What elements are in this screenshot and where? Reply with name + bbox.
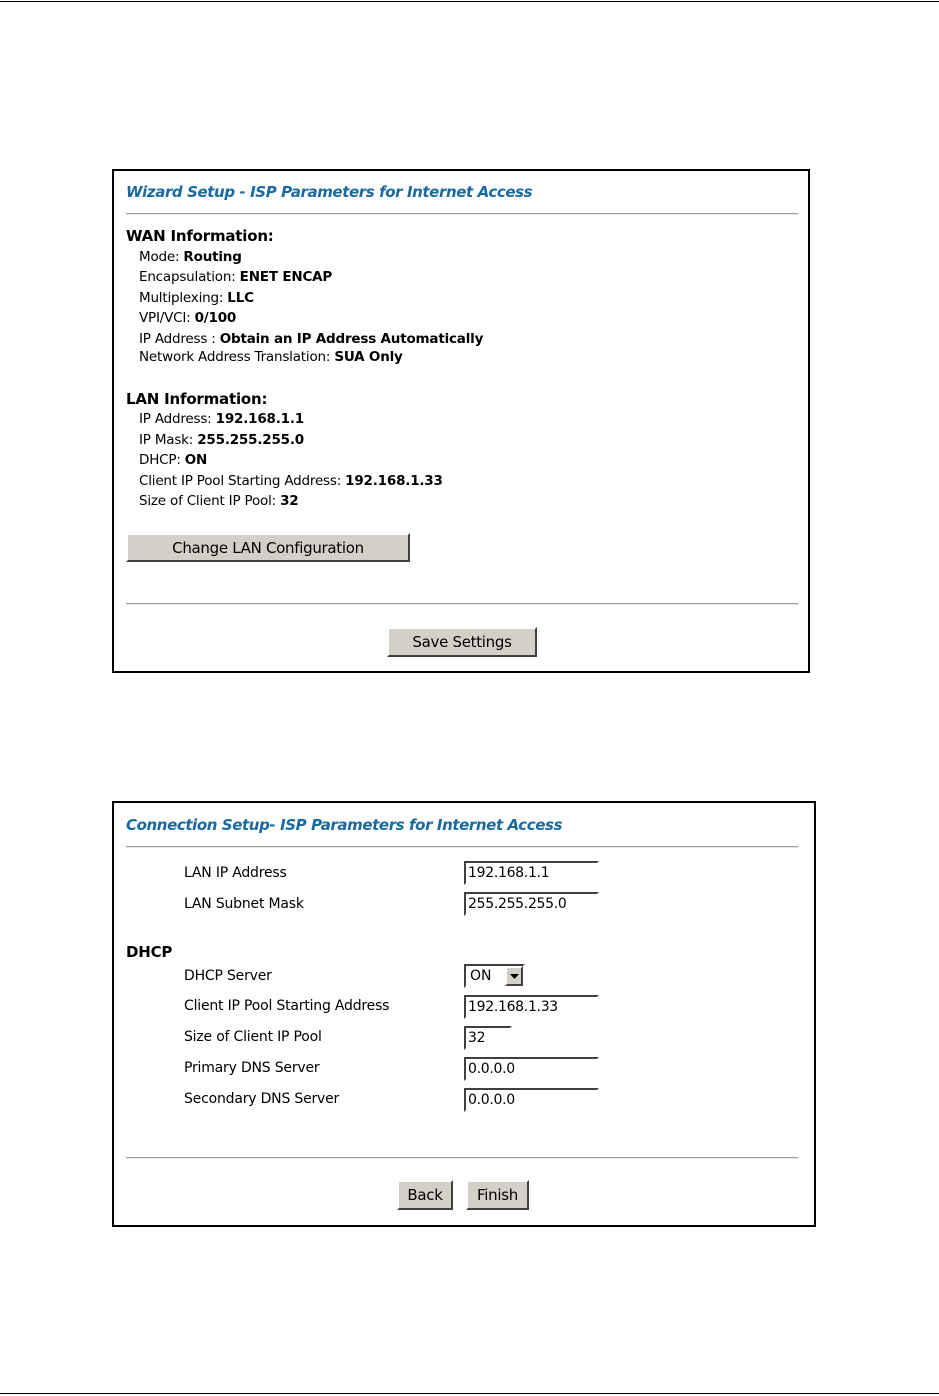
wan-ip-address-row [139,331,483,347]
wan-encapsulation-label: Encapsulation: [139,269,240,285]
wan-ip-address-label: IP Address : [139,331,220,347]
dhcp-heading: DHCP [126,943,173,961]
lan-pool-start-label: Client IP Pool Starting Address: [139,473,346,489]
lan-ip-mask-label: IP Mask: [139,432,198,448]
lan-pool-start-value: 192.168.1.33 [345,473,443,489]
dhcp-server-select[interactable] [464,964,525,988]
change-lan-configuration-button[interactable]: Change LAN Configuration [126,533,410,562]
wan-vpi-vci-value: 0/100 [194,310,237,326]
wan-ip-address-value: Obtain an IP Address Automatically [219,331,484,347]
lan-pool-size-value: 32 [280,493,299,509]
lan-ip-address-label: IP Address: [139,411,216,427]
page-top-rule [0,1,939,2]
back-button[interactable]: Back [397,1180,453,1210]
wan-vpi-vci-label: VPI/VCI: [139,310,195,326]
chevron-down-icon[interactable] [505,966,523,986]
secondary-dns-server-input[interactable] [464,1088,599,1112]
wan-vpi-vci-row [139,310,236,326]
page-bottom-rule [0,1393,939,1394]
lan-ip-mask-value: 255.255.255.0 [197,432,304,448]
wan-nat-row [139,349,403,365]
client-ip-pool-size-label: Size of Client IP Pool [184,1029,322,1045]
lan-ip-address-label: LAN IP Address [184,865,287,881]
wizard-setup-panel [112,169,810,673]
lan-ip-address-input[interactable] [464,861,599,885]
connection-panel-title: Connection Setup- ISP Parameters for Internet Access [126,816,563,834]
primary-dns-server-input[interactable] [464,1057,599,1081]
wan-encapsulation-row [139,269,332,285]
wizard-title-divider [126,213,798,215]
lan-dhcp-value: ON [184,452,208,468]
wan-mode-row [139,249,242,265]
wan-multiplexing-row [139,290,254,306]
wan-nat-label: Network Address Translation: [139,349,335,365]
lan-pool-start-row [139,473,443,489]
connection-bottom-divider [126,1157,798,1159]
dhcp-server-selected-value: ON [470,968,492,984]
wizard-bottom-divider [126,603,798,605]
client-ip-pool-start-input[interactable] [464,995,599,1019]
secondary-dns-server-label: Secondary DNS Server [184,1091,340,1107]
dhcp-server-label: DHCP Server [184,968,272,984]
wan-information-heading: WAN Information: [126,227,274,245]
finish-button[interactable]: Finish [466,1180,529,1210]
wan-mode-value: Routing [183,249,242,265]
lan-ip-mask-row [139,432,304,448]
connection-title-divider [126,846,798,848]
wan-multiplexing-label: Multiplexing: [139,290,228,306]
save-settings-button[interactable]: Save Settings [387,627,537,657]
lan-information-heading: LAN Information: [126,390,268,408]
lan-pool-size-row [139,493,298,509]
wan-mode-label: Mode: [139,249,184,265]
lan-subnet-mask-input[interactable] [464,892,599,916]
wan-encapsulation-value: ENET ENCAP [239,269,333,285]
connection-setup-panel [112,801,816,1227]
wizard-panel-title: Wizard Setup - ISP Parameters for Internet Access [126,183,533,201]
lan-ip-address-row [139,411,304,427]
lan-dhcp-label: DHCP: [139,452,185,468]
lan-pool-size-label: Size of Client IP Pool: [139,493,281,509]
wan-nat-value: SUA Only [334,349,403,365]
lan-ip-address-value: 192.168.1.1 [215,411,304,427]
wan-multiplexing-value: LLC [227,290,254,306]
lan-dhcp-row [139,452,207,468]
client-ip-pool-start-label: Client IP Pool Starting Address [184,998,390,1014]
lan-subnet-mask-label: LAN Subnet Mask [184,896,304,912]
client-ip-pool-size-input[interactable] [464,1026,512,1050]
primary-dns-server-label: Primary DNS Server [184,1060,320,1076]
